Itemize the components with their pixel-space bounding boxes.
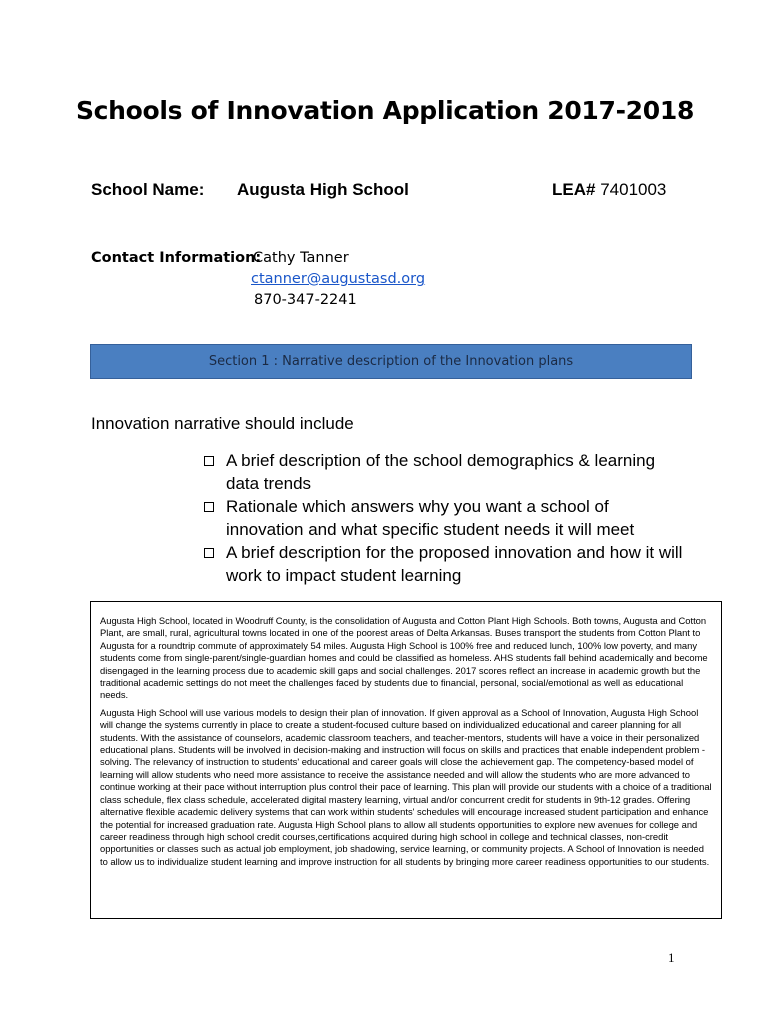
contact-label: Contact Information: xyxy=(91,250,262,266)
requirements-checklist xyxy=(204,449,684,587)
school-name-label: School Name: xyxy=(91,180,205,199)
checklist-item xyxy=(204,495,684,541)
contact-email-link[interactable]: ctanner@augustasd.org xyxy=(251,271,426,287)
checklist-item-text: Rationale which answers why you want a school of innovation and what specific student needs it will meet xyxy=(226,497,635,539)
contact-phone: 870-347-2241 xyxy=(254,292,357,308)
page-title: Schools of Innovation Application 2017-2018 xyxy=(75,96,695,125)
contact-name: Cathy Tanner xyxy=(253,250,349,266)
checkbox-icon[interactable] xyxy=(204,548,214,558)
lea-value: 7401003 xyxy=(600,180,667,199)
school-name-value: Augusta High School xyxy=(237,180,409,199)
checkbox-icon[interactable] xyxy=(204,502,214,512)
checkbox-icon[interactable] xyxy=(204,456,214,466)
narrative-paragraph-demographics: Augusta High School, located in Woodruff County, is the consolidation of Augusta and Cotton Plant High Schools. Both towns, Augusta and Cotton Plant, are small, rural, agricultural towns located in one of the poorest areas of Delta Arkansas. Buses transport the students from Cotton Plant to Augusta for a roundtrip commute of approximately 54 miles. Augusta High School is 100% free and reduced lunch, 100% low poverty, and many students come from single-parent/single-guardian homes and could be classified as homeless. AHS students fall behind academically and become disengaged in the learning process due to academic skill gaps and social challenges. 2017 scores reflect an increase in academic growth but the traditional academic settings do not meet the challenges faced by students due to financial, personal, social/emotional as well as educational needs. xyxy=(100,615,708,701)
checklist-item xyxy=(204,541,684,587)
checklist-item-text: A brief description for the proposed innovation and how it will work to impact student learning xyxy=(226,543,683,585)
section-heading: Section 1 : Narrative description of the Innovation plans xyxy=(208,354,574,369)
page-number: 1 xyxy=(668,950,675,965)
narrative-paragraph-innovation-plan: Augusta High School will use various models to design their plan of innovation. If given approval as a School of Innovation, Augusta High School will change the systems currently in place to create a student-focused culture based on individualized educational and career planning for all students. With the assistance of counselors, academic classroom teachers, and teacher-mentors, students will have a voice in their personalized educational plans. Students will be involved in decision-making and instruction will focus on skills and practices that enable independent problem -solving. The relevancy of instruction to students' educational and career goals will close the achievement gap. The competency-based model of learning will allow students who need more assistance to receive the assistance needed and will allow the students who are more advanced to continue working at their pace without interruption plus control their pace of learning. This plan will provide our students with a choice of a traditional class schedule, flex class schedule, accelerated digital mastery learning, virtual and/or concurrent credit for students in 9th-12 grades. Offering alternative flexible academic delivery systems that can work within students' schedules will encourage increased student participation and enhance the potential for increased graduation rate. Augusta High School plans to allow all students opportunities to explore new avenues for college and career readiness through high school credit courses,certifications acquired during high school in college and technical classes, non-credit opportunities or classes such as actual job employment, job shadowing, service learning, or community projects. A School of Innovation is needed to allow us to individualize student learning and improve instruction for all students by bringing more career readiness opportunities to our students. xyxy=(100,706,712,867)
lea-field xyxy=(552,180,666,200)
narrative-intro: Innovation narrative should include xyxy=(91,414,354,433)
checklist-item xyxy=(204,449,684,495)
checklist-item-text: A brief description of the school demographics & learning data trends xyxy=(226,451,656,493)
lea-label: LEA# xyxy=(552,180,596,199)
section-heading-bar xyxy=(90,344,692,379)
narrative-text-box xyxy=(90,601,722,919)
